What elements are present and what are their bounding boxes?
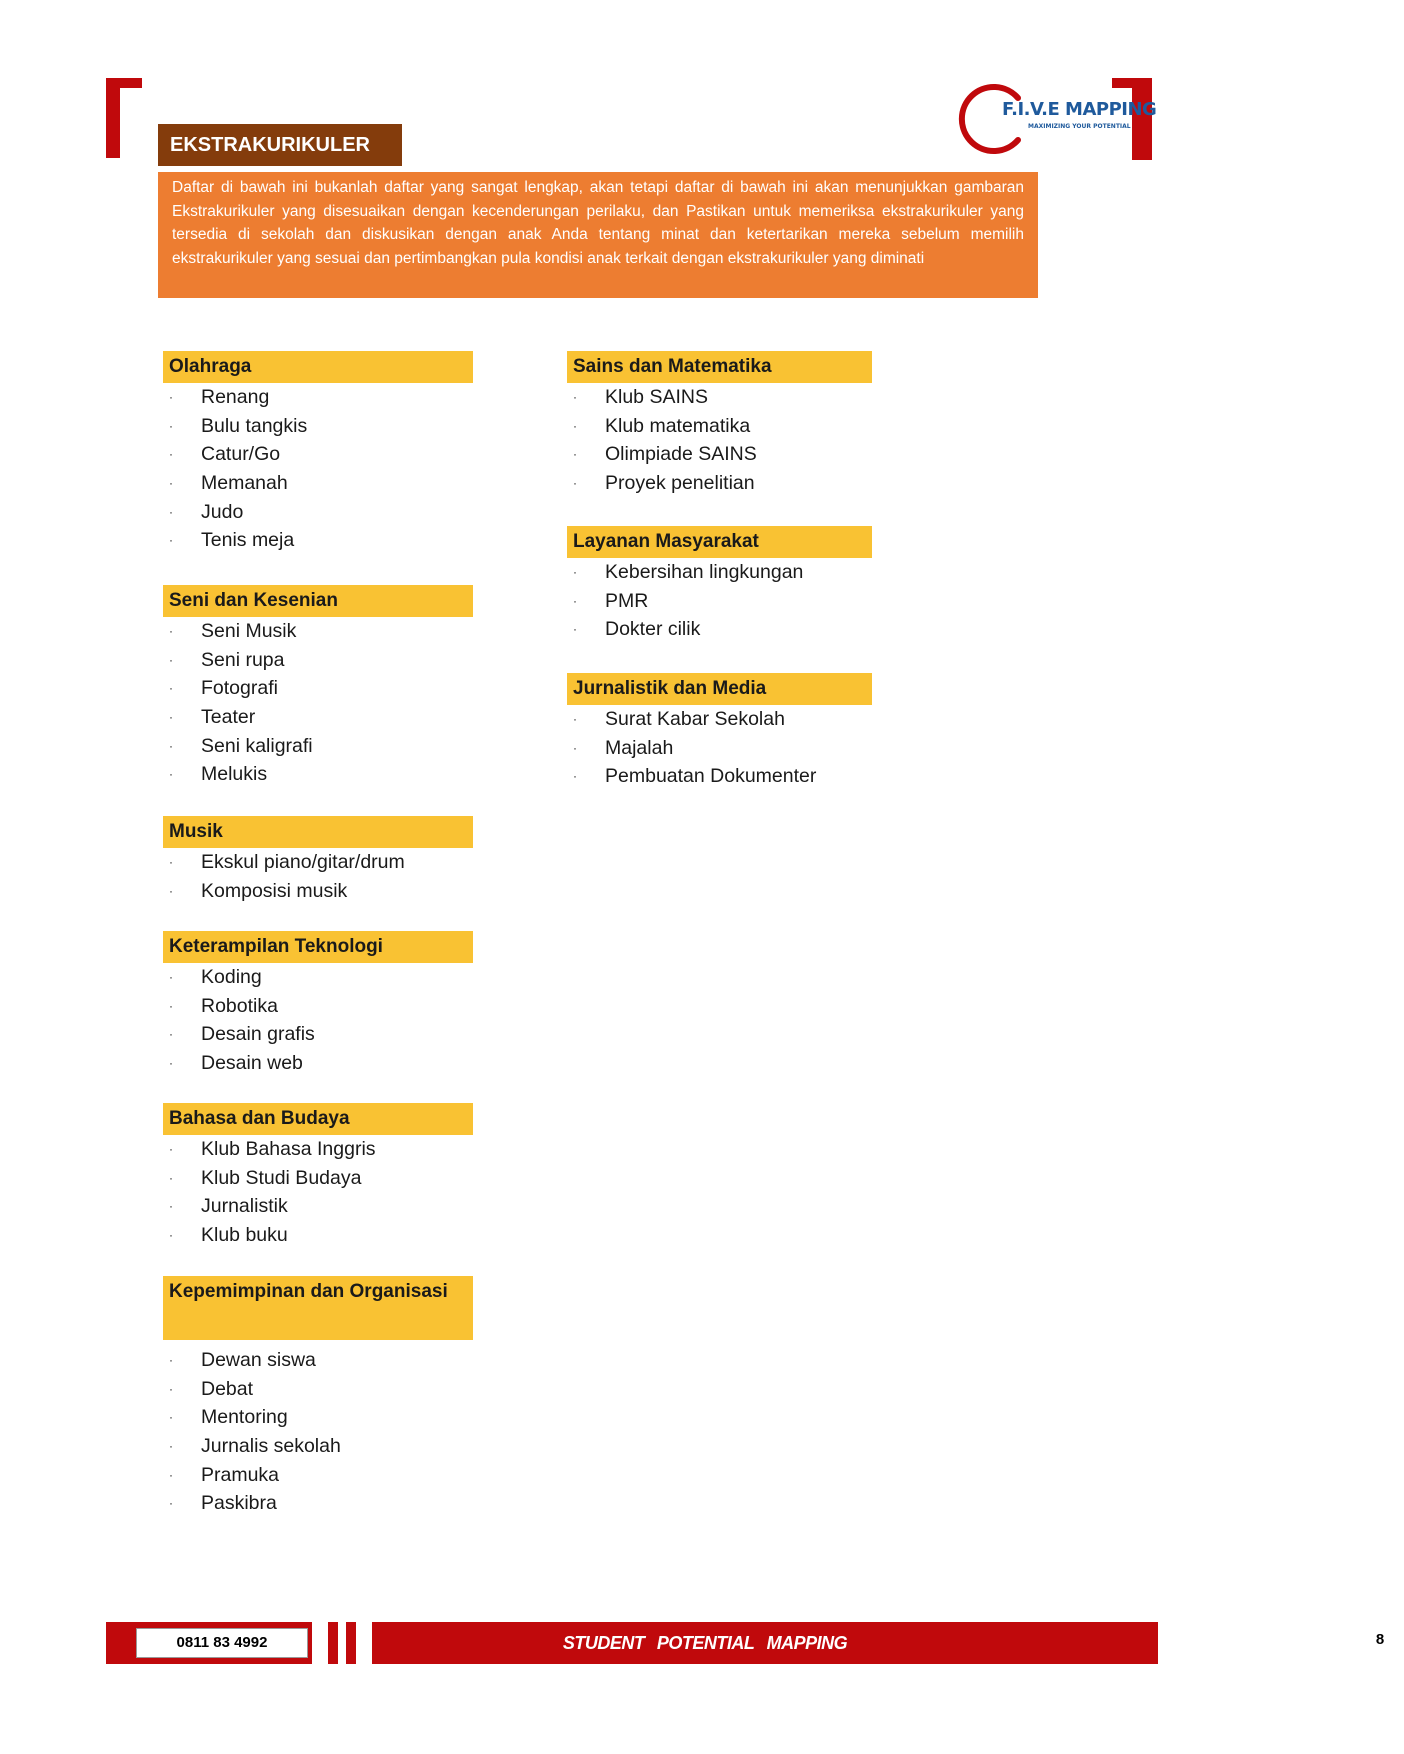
list-item-label: Melukis xyxy=(201,763,268,786)
bullet-icon: · xyxy=(169,738,173,753)
list-item-label: Catur/Go xyxy=(201,443,281,466)
list-item-label: Klub matematika xyxy=(605,414,751,437)
bullet-icon: · xyxy=(169,1170,173,1185)
list-item xyxy=(163,703,473,732)
list-item xyxy=(163,1020,473,1049)
list-item xyxy=(163,1403,473,1432)
bullet-icon: · xyxy=(169,504,173,519)
list-item xyxy=(567,762,872,791)
list-item-label: Desain grafis xyxy=(201,1023,315,1046)
logo-tagline: MAXIMIZING YOUR POTENTIAL xyxy=(1028,123,1131,130)
category-header: Bahasa dan Budaya xyxy=(163,1103,473,1135)
bullet-icon: · xyxy=(169,883,173,898)
bullet-icon: · xyxy=(169,390,173,404)
footer-stripe xyxy=(346,1622,356,1664)
list-item xyxy=(163,1135,473,1164)
bullet-icon: · xyxy=(169,998,173,1013)
section-title: EKSTRAKURIKULER xyxy=(158,124,402,166)
list-item-label: Robotika xyxy=(201,994,278,1017)
category-list xyxy=(163,617,473,789)
list-item-label: Majalah xyxy=(605,736,674,759)
list-item xyxy=(163,1375,473,1404)
category-header: Jurnalistik dan Media xyxy=(567,673,872,705)
list-item xyxy=(567,412,872,441)
list-item xyxy=(163,526,473,555)
list-item xyxy=(567,705,872,734)
bullet-icon: · xyxy=(169,1056,173,1071)
footer-bar xyxy=(106,1622,1385,1664)
list-item-label: Seni Musik xyxy=(201,620,297,642)
category-header: Olahraga xyxy=(163,351,473,383)
footer-stripe xyxy=(328,1622,338,1664)
footer-label: STUDENT POTENTIAL MAPPING xyxy=(562,1633,848,1653)
bullet-icon: · xyxy=(169,1199,173,1214)
list-item xyxy=(163,732,473,761)
list-item-label: Proyek penelitian xyxy=(605,472,755,495)
bullet-icon: · xyxy=(573,740,577,755)
bullet-icon: · xyxy=(169,970,173,984)
list-item-label: Paskibra xyxy=(201,1492,277,1515)
footer-phone: 0811 83 4992 xyxy=(136,1628,308,1658)
list-item xyxy=(163,1489,473,1518)
category-teknologi xyxy=(163,931,473,1078)
list-item-label: Memanah xyxy=(201,472,288,495)
bullet-icon: · xyxy=(573,712,577,726)
footer-left-block xyxy=(106,1622,312,1664)
bullet-icon: · xyxy=(169,681,173,696)
list-item xyxy=(163,383,473,412)
category-musik xyxy=(163,816,473,905)
list-item-label: Klub Studi Budaya xyxy=(201,1166,362,1189)
list-item-label: Komposisi musik xyxy=(201,879,348,902)
bullet-icon: · xyxy=(169,447,173,462)
list-item-label: PMR xyxy=(605,589,649,612)
list-item xyxy=(163,1346,473,1375)
list-item-label: Tenis meja xyxy=(201,529,295,552)
bullet-icon: · xyxy=(573,565,577,579)
bullet-icon: · xyxy=(169,1142,173,1156)
bullet-icon: · xyxy=(169,1353,173,1367)
list-item-label: Pramuka xyxy=(201,1463,280,1486)
category-bahasa xyxy=(163,1103,473,1250)
list-item-label: Seni rupa xyxy=(201,648,285,671)
list-item xyxy=(163,992,473,1021)
category-list xyxy=(163,963,473,1078)
list-item-label: Debat xyxy=(201,1377,254,1400)
list-item-label: Jurnalistik xyxy=(201,1195,288,1218)
list-item xyxy=(163,1221,473,1250)
category-list xyxy=(567,705,872,791)
logo-title: F.I.V.E MAPPING xyxy=(1002,99,1157,120)
list-item xyxy=(567,615,872,644)
footer-main-block xyxy=(372,1622,1385,1664)
bullet-icon: · xyxy=(169,624,173,638)
bullet-icon: · xyxy=(573,769,577,784)
category-header: Kepemimpinan dan Organisasi xyxy=(163,1276,473,1340)
list-item xyxy=(567,734,872,763)
category-sains xyxy=(567,351,872,498)
category-header: Keterampilan Teknologi xyxy=(163,931,473,963)
bullet-icon: · xyxy=(573,390,577,404)
category-kepemimpinan xyxy=(163,1276,473,1518)
category-list xyxy=(163,1346,473,1518)
bullet-icon: · xyxy=(573,593,577,608)
list-item xyxy=(567,469,872,498)
list-item xyxy=(163,440,473,469)
intro-paragraph: Daftar di bawah ini bukanlah daftar yang sangat lengkap, akan tetapi daftar di bawah ini akan menunjukkan gambaran Ekstrakurikuler yang disesuaikan dengan kecenderungan perilaku, dan Pastikan untuk memeriksa ekstrakurikuler yang tersedia di sekolah dan diskusikan dengan anak Anda tentang minat dan ketertarikan mereka sebelum memilih ekstrakurikuler yang sesuai dan pertimbangkan pula kondisi anak terkait dengan ekstrakurikuler yang diminati xyxy=(158,172,1038,298)
list-item-label: Surat Kabar Sekolah xyxy=(605,708,785,730)
five-mapping-logo xyxy=(958,82,1157,156)
list-item-label: Bulu tangkis xyxy=(201,414,308,437)
category-header: Musik xyxy=(163,816,473,848)
list-item xyxy=(163,877,473,906)
list-item-label: Klub Bahasa Inggris xyxy=(201,1138,376,1160)
category-list xyxy=(163,848,473,905)
bullet-icon: · xyxy=(573,476,577,491)
list-item-label: Jurnalis sekolah xyxy=(201,1435,341,1458)
bullet-icon: · xyxy=(169,1439,173,1454)
list-item xyxy=(163,498,473,527)
bullet-icon: · xyxy=(169,855,173,869)
list-item xyxy=(163,646,473,675)
bullet-icon: · xyxy=(169,476,173,491)
list-item-label: Seni kaligrafi xyxy=(201,734,313,757)
category-olahraga xyxy=(163,351,473,555)
list-item xyxy=(163,1192,473,1221)
category-jurnalistik xyxy=(567,673,872,791)
list-item-label: Kebersihan lingkungan xyxy=(605,561,804,583)
bullet-icon: · xyxy=(169,1381,173,1396)
bullet-icon: · xyxy=(169,710,173,725)
bullet-icon: · xyxy=(573,418,577,433)
bullet-icon: · xyxy=(573,447,577,462)
bullet-icon: · xyxy=(169,1467,173,1482)
bullet-icon: · xyxy=(573,622,577,637)
category-header: Seni dan Kesenian xyxy=(163,585,473,617)
category-list xyxy=(567,558,872,644)
category-header: Sains dan Matematika xyxy=(567,351,872,383)
list-item xyxy=(567,558,872,587)
list-item xyxy=(163,848,473,877)
list-item xyxy=(163,760,473,789)
corner-bracket-left xyxy=(106,78,142,158)
list-item-label: Klub SAINS xyxy=(605,386,708,408)
list-item-label: Teater xyxy=(201,706,256,729)
list-item-label: Klub buku xyxy=(201,1224,288,1247)
bullet-icon: · xyxy=(169,767,173,782)
list-item-label: Desain web xyxy=(201,1052,303,1075)
list-item xyxy=(163,1461,473,1490)
category-seni xyxy=(163,585,473,789)
bullet-icon: · xyxy=(169,1027,173,1042)
category-header: Layanan Masyarakat xyxy=(567,526,872,558)
bullet-icon: · xyxy=(169,652,173,667)
page-number: 8 xyxy=(1356,1627,1404,1653)
bullet-icon: · xyxy=(169,533,173,548)
list-item xyxy=(567,440,872,469)
list-item xyxy=(163,469,473,498)
bullet-icon: · xyxy=(169,1410,173,1425)
list-item xyxy=(163,1049,473,1078)
list-item-label: Judo xyxy=(201,500,244,523)
list-item-label: Renang xyxy=(201,386,270,408)
category-list xyxy=(163,383,473,555)
bullet-icon: · xyxy=(169,1228,173,1243)
list-item-label: Pembuatan Dokumenter xyxy=(605,765,817,788)
list-item xyxy=(567,383,872,412)
list-item xyxy=(163,1164,473,1193)
list-item-label: Mentoring xyxy=(201,1406,288,1429)
list-item-label: Ekskul piano/gitar/drum xyxy=(201,851,405,873)
category-list xyxy=(163,1135,473,1250)
list-item-label: Olimpiade SAINS xyxy=(605,443,757,466)
category-list xyxy=(567,383,872,498)
list-item xyxy=(567,587,872,616)
list-item xyxy=(163,1432,473,1461)
list-item-label: Dewan siswa xyxy=(201,1349,316,1371)
list-item-label: Koding xyxy=(201,966,262,988)
category-layanan xyxy=(567,526,872,644)
list-item xyxy=(163,617,473,646)
list-item-label: Dokter cilik xyxy=(605,618,701,641)
list-item xyxy=(163,674,473,703)
bullet-icon: · xyxy=(169,418,173,433)
list-item-label: Fotografi xyxy=(201,677,278,700)
list-item xyxy=(163,412,473,441)
list-item xyxy=(163,963,473,992)
bullet-icon: · xyxy=(169,1496,173,1511)
